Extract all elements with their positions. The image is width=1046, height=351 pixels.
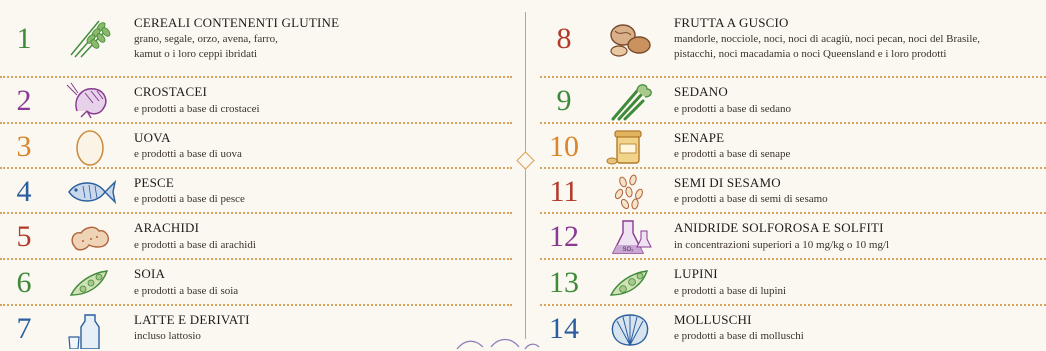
divider-ornament <box>516 151 534 169</box>
allergen-row-7 <box>0 306 512 351</box>
allergen-number: 12 <box>549 220 579 253</box>
allergen-list-left <box>0 0 512 351</box>
allergen-row-4 <box>0 169 512 214</box>
allergen-row-6 <box>0 260 512 306</box>
wheat-icon <box>60 17 120 61</box>
sesame-icon <box>600 170 660 214</box>
allergen-desc: e prodotti a base di lupini <box>674 284 787 297</box>
allergen-number: 14 <box>549 311 579 345</box>
allergen-row-12 <box>540 214 1046 260</box>
lupin-icon <box>600 261 660 305</box>
allergen-number: 13 <box>549 266 579 299</box>
allergen-desc: kamut o i loro ceppi ibridati <box>134 48 258 61</box>
nuts-icon <box>600 17 660 61</box>
allergen-number: 10 <box>549 129 579 163</box>
allergen-title: ANIDRIDE SOLFOROSA E SOLFITI <box>674 220 884 236</box>
allergen-desc: e prodotti a base di pesce <box>134 193 245 206</box>
mustard-icon <box>600 125 660 169</box>
allergen-desc: e prodotti a base di sedano <box>674 102 791 115</box>
allergen-row-8 <box>540 0 1046 78</box>
allergen-desc: mandorle, nocciole, noci, noci di acagiù, noci pecan, noci del Brasile, <box>674 33 981 46</box>
fish-icon <box>60 170 120 214</box>
allergen-number: 3 <box>16 129 32 163</box>
allergen-title: FRUTTA A GUSCIO <box>674 15 789 30</box>
allergen-row-13 <box>540 260 1046 306</box>
allergen-title: SENAPE <box>674 129 725 145</box>
allergen-desc: in concentrazioni superiori a 10 mg/kg o 10 mg/l <box>674 238 890 251</box>
soy-icon <box>60 261 120 305</box>
allergen-row-3 <box>0 124 512 169</box>
allergen-row-11 <box>540 169 1046 214</box>
allergen-desc: pistacchi, noci macadamia o noci Queensland e i loro prodotti <box>674 48 947 61</box>
allergen-desc: e prodotti a base di crostacei <box>134 102 260 115</box>
allergen-number: 7 <box>16 311 32 345</box>
allergen-title: SEDANO <box>674 84 728 100</box>
allergen-desc: incluso lattosio <box>134 330 201 343</box>
allergen-row-1 <box>0 0 512 78</box>
allergen-title: PESCE <box>134 174 175 190</box>
flask-label: SO₂ <box>622 247 634 253</box>
allergen-number: 2 <box>16 84 32 117</box>
allergen-title: SOIA <box>134 266 166 282</box>
allergen-desc: e prodotti a base di semi di sesamo <box>674 193 828 206</box>
allergen-title: SEMI DI SESAMO <box>674 174 781 190</box>
allergen-list-right <box>540 0 1046 351</box>
center-divider <box>525 12 526 339</box>
shrimp-icon <box>60 79 120 123</box>
allergen-number: 9 <box>556 84 572 117</box>
allergen-desc: e prodotti a base di senape <box>674 148 791 161</box>
allergen-row-10 <box>540 124 1046 169</box>
allergen-desc: e prodotti a base di molluschi <box>674 330 804 343</box>
allergen-desc: e prodotti a base di arachidi <box>134 238 256 251</box>
allergen-title: MOLLUSCHI <box>674 311 752 327</box>
milk-icon <box>60 307 120 351</box>
allergen-row-14 <box>540 306 1046 351</box>
allergen-desc: grano, segale, orzo, avena, farro, <box>134 33 278 46</box>
allergen-title: CROSTACEI <box>134 84 207 100</box>
shell-icon <box>600 307 660 351</box>
allergen-number: 5 <box>16 220 32 253</box>
allergen-title: ARACHIDI <box>134 220 200 236</box>
allergen-number: 8 <box>556 22 572 55</box>
allergen-title: LATTE E DERIVATI <box>134 311 250 327</box>
allergen-desc: e prodotti a base di soia <box>134 284 239 297</box>
allergen-desc: e prodotti a base di uova <box>134 148 242 161</box>
allergen-number: 11 <box>549 174 579 208</box>
flask-icon <box>600 215 660 259</box>
allergen-row-9 <box>540 78 1046 124</box>
allergen-row-5 <box>0 214 512 260</box>
bottom-ornament <box>455 335 540 351</box>
peanut-icon <box>60 215 120 259</box>
egg-icon <box>60 125 120 169</box>
allergen-number: 1 <box>16 22 32 55</box>
allergen-title: LUPINI <box>674 266 718 282</box>
allergen-number: 6 <box>16 266 32 299</box>
allergen-number: 4 <box>16 174 32 208</box>
allergen-title: UOVA <box>134 129 171 145</box>
celery-icon <box>600 79 660 123</box>
allergen-row-2 <box>0 78 512 124</box>
allergen-title: CEREALI CONTENENTI GLUTINE <box>134 15 340 30</box>
